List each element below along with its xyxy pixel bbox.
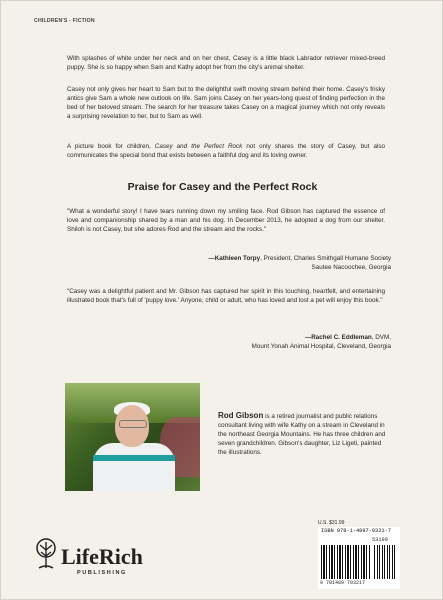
author-bio — [218, 411, 388, 457]
review-attribution-2 — [91, 333, 391, 351]
review-quote-2: "Casey was a delightful patient and Mr. Gibson has captured her spirit in this touching, heartfelt, and entertaining illustrated book that's full of 'puppy love.' Anyone, child or adult, who has loved and lost a pet will enjoy this book." — [67, 288, 385, 304]
barcode-bars — [321, 545, 371, 579]
publisher-logo — [33, 538, 178, 584]
category-label: CHILDREN'S - FICTION — [34, 18, 95, 24]
synopsis-paragraph-2: Casey not only gives her heart to Sam but to the delightful swift moving stream behind their home. Casey's frisky antics give Sam a whole new outlook on life. Sam joins Casey on her years-long quest of finding perfection in the bed of her beloved stream. The search for her treasure takes Casey on a magical journey which not only reveals a surprising revelation to her, but to Sam as well. — [67, 86, 385, 120]
publisher-name: LifeRich — [61, 544, 143, 569]
synopsis-text: A picture book for children, — [67, 143, 155, 150]
addon-barcode-bars — [374, 545, 396, 579]
tree-icon — [33, 538, 59, 572]
reviewer-name: —Rachel C. Eddleman — [304, 334, 372, 341]
reviewer-location: Sautee Nacoochee, Georgia — [311, 264, 391, 271]
author-photo — [65, 383, 200, 491]
barcode-number: 9 781489 703217 — [320, 580, 366, 586]
price-label: U.S. $31.99 — [318, 520, 345, 526]
synopsis-paragraph-3 — [67, 142, 385, 160]
isbn-barcode — [318, 527, 400, 589]
review-attribution-1 — [91, 254, 391, 272]
price-addon-code: 53199 — [372, 537, 388, 543]
reviewer-role: , DVM, — [371, 334, 391, 341]
publisher-subtitle: PUBLISHING — [77, 570, 127, 576]
review-quote-1: "What a wonderful story! I have tears running down my smiling face. Rod Gibson has captured the essence of love and companionship shared by a man and his dog. In December 2013, he adopted a dog from our shelter. Shiloh is not Casey, but she adores Rod and the stream and the rocks." — [67, 208, 385, 233]
synopsis-text: not only shares the story of Casey, but also communicates the special bond that exists between a faithful dog and its loving owner. — [67, 143, 385, 159]
author-bio-text: is a retired journalist and public relations consultant living with wife Kathy on a stream in Cleveland in the northeast Georgia Mountains. He has three children and seven grandchildren. Gibson's daughter, Liz Ligeti, painted the illustrations. — [218, 413, 386, 456]
synopsis-paragraph-1: With splashes of white under her neck and on her chest, Casey is a little black Labrador retriever mixed-breed puppy. She is so happy when Sam and Kathy adopt her from the city's animal shelter. — [67, 55, 385, 71]
reviewer-role: , President, Charles Smithgall Humane Society — [260, 255, 391, 262]
isbn-text: ISBN 978-1-4897-0321-7 — [321, 528, 391, 534]
praise-heading: Praise for Casey and the Perfect Rock — [127, 181, 318, 193]
reviewer-location: Mount Yonah Animal Hospital, Cleveland, Georgia — [251, 343, 391, 350]
reviewer-name: —Kathleen Torpy — [208, 255, 261, 262]
author-name: Rod Gibson — [218, 411, 264, 420]
book-title-italic: Casey and the Perfect Rock — [154, 143, 243, 150]
